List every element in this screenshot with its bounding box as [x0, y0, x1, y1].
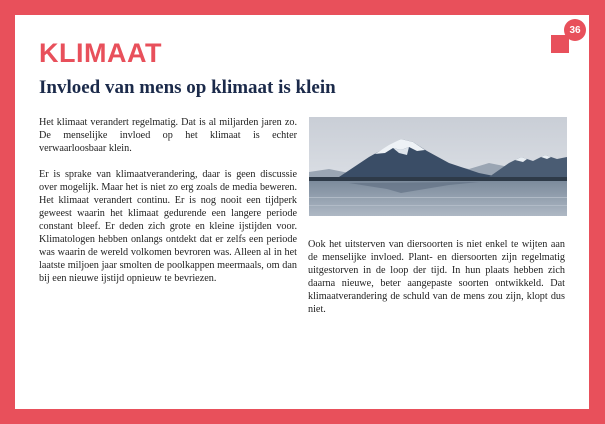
page-number: 36 — [564, 19, 586, 41]
mountain-lake-image — [309, 117, 567, 216]
closing-paragraph: Ook het uitsterven van diersoorten is niet enkel te wijten aan de menselijke invloed. Plant- en diersoorten zijn regelmatig uitgestorven in de loop der tijd. In hun plaats hebben zich daarna nieuwe, beter aangepaste soorten ontwikkeld. Dat klimaatverandering de schuld van de mens zou zijn, klopt dus niet. — [308, 239, 565, 315]
article-page — [15, 15, 589, 409]
left-column — [39, 116, 297, 298]
body-paragraph: Er is sprake van klimaatverandering, daar is geen discussie over mogelijk. Maar het is niet zo erg zoals de media beweren. Het klimaat verandert continu. Er is nog nooit een tijdperk geweest waarin het klimaat gedurende een langere periode constant bleef. Er deden zich grote en kleine ijstijden voor. Klimatologen hebben onlangs ontdekt dat er zelfs een periode was waarin de wereld volkomen bevroren was. Alleen al in het laatste miljoen jaar smolten de poolkappen meermaals, om dan bij een nieuwe ijstijd opnieuw te bevriezen. — [39, 169, 297, 284]
right-column — [308, 238, 565, 316]
section-brand: KLIMAAT — [39, 38, 162, 68]
article-title: Invloed van mens op klimaat is klein — [39, 77, 336, 98]
intro-paragraph: Het klimaat verandert regelmatig. Dat is al miljarden jaren zo. De menselijke invloed op het klimaat is echter verwaarloosbaar klein. — [39, 117, 297, 154]
mountain-lake-photo — [309, 117, 567, 216]
